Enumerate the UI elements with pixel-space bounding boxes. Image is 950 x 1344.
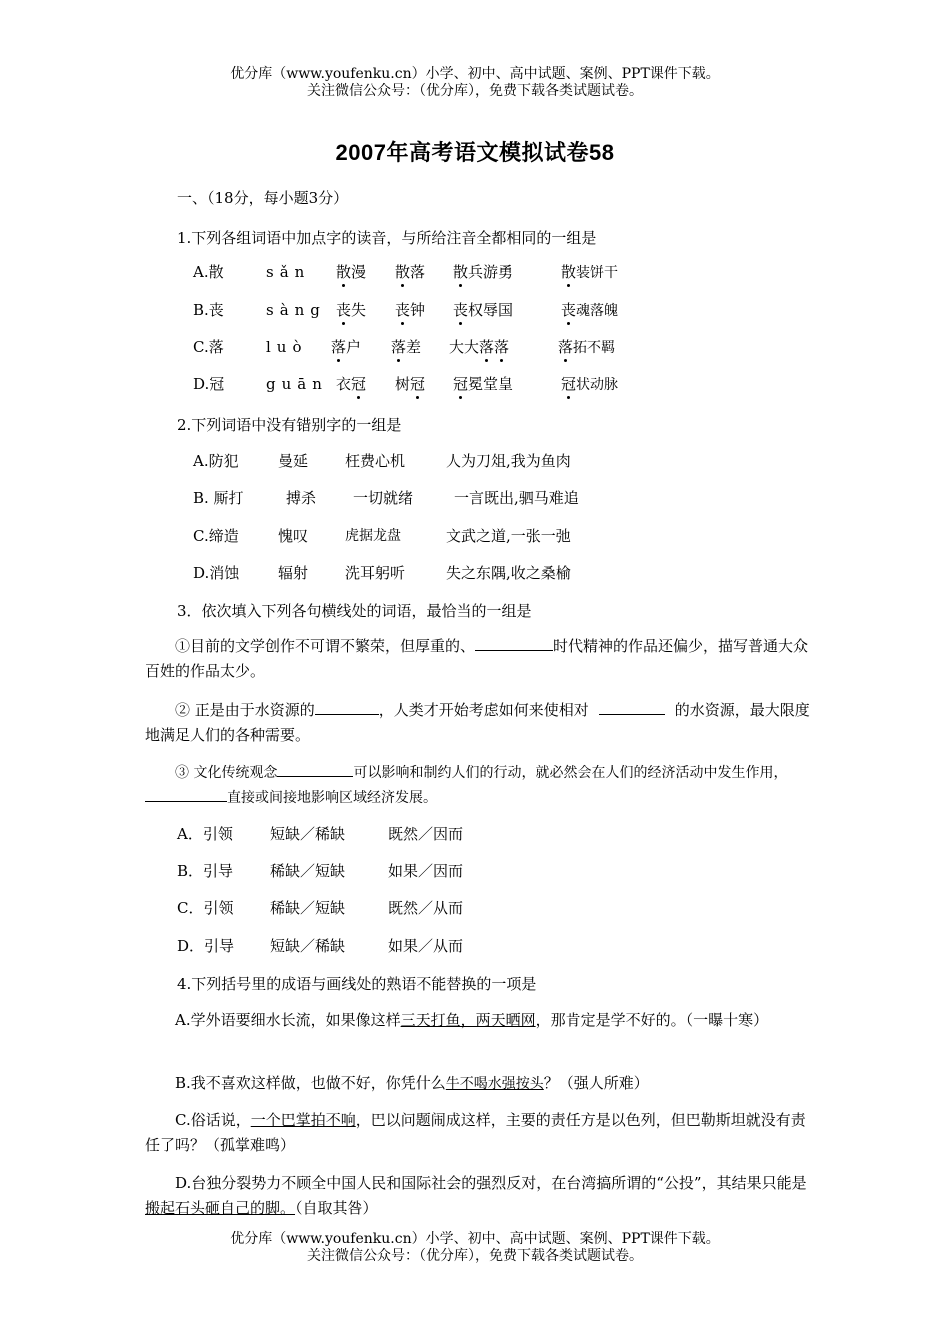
footer-line-2: 关注微信公众号：（优分库），免费下载各类试题试卷。 xyxy=(307,1248,643,1264)
q4-option-d: D.台独分裂势力不顾全中国人民和国际社会的强烈反对，在台湾搞所谓的“公投”，其结果只能是搬起石头砸自己的脚。（自取其咎） xyxy=(145,1174,807,1217)
word-part: 衣 xyxy=(336,375,352,393)
blank xyxy=(145,787,227,802)
option-word: 洗耳躬听 xyxy=(345,564,406,582)
option-word: 一言既出,驷马难追 xyxy=(454,489,579,507)
word-part: 权辱国 xyxy=(468,301,514,319)
question-1-stem: 1.下列各组词语中加点字的读音，与所给注音全都相同的一组是 xyxy=(177,229,597,247)
word-part: 户 xyxy=(346,338,362,356)
q4-option-a: A.学外语要细水长流，如果像这样三天打鱼，两天晒网，那肯定是学不好的。（一曝十寒） xyxy=(175,1011,769,1029)
dotted-char: 散 xyxy=(395,263,411,281)
dotted-char: 丧 xyxy=(561,301,577,319)
dotted-char: 落 xyxy=(494,338,510,356)
question-3-stem: 3．依次填入下列各句横线处的词语，最恰当的一组是 xyxy=(177,602,532,620)
option-word: 稀缺／短缺 xyxy=(270,899,346,917)
pinyin: sǎn xyxy=(266,263,311,281)
dotted-char: 落 xyxy=(391,338,407,356)
dotted-char: 散 xyxy=(336,263,352,281)
dotted-char: 丧 xyxy=(453,301,469,319)
dotted-char: 丧 xyxy=(336,301,352,319)
option-label: D．引导 xyxy=(177,937,235,955)
q3-option-c xyxy=(177,898,497,920)
option-word: 枉费心机 xyxy=(345,452,406,470)
word-part: 大大 xyxy=(449,338,480,356)
option-label: B.丧 xyxy=(193,301,224,319)
option-label: C.缔造 xyxy=(193,527,239,545)
dotted-char: 冠 xyxy=(410,375,426,393)
option-c xyxy=(193,337,653,359)
blank xyxy=(599,700,665,715)
option-word: 搏杀 xyxy=(286,489,317,507)
q2-option-d xyxy=(193,563,613,585)
blank xyxy=(277,762,353,777)
pinyin: luò xyxy=(266,338,308,356)
option-word: 如果／因而 xyxy=(388,862,464,880)
option-label: B．引导 xyxy=(177,862,234,880)
dotted-char: 落 xyxy=(558,338,574,356)
option-word: 如果／从而 xyxy=(388,937,464,955)
q4-option-b: B.我不喜欢这样做，也做不好，你凭什么牛不喝水强按头？（强人所难） xyxy=(175,1074,649,1092)
option-label: D.冠 xyxy=(193,375,225,393)
option-label: C．引领 xyxy=(177,899,234,917)
word-part: 钟 xyxy=(410,301,426,319)
word-part: 兵游勇 xyxy=(468,263,514,281)
dotted-char: 冠 xyxy=(453,375,469,393)
option-d xyxy=(193,374,653,396)
word-part: 漫 xyxy=(351,263,367,281)
dotted-char: 落 xyxy=(479,338,495,356)
pinyin: sàng xyxy=(266,301,326,319)
q4-option-c: C.俗话说，一个巴掌拍不响，巴以问题闹成这样，主要的责任方是以色列，但巴勒斯坦就没有责任了吗？（孤掌难鸣） xyxy=(145,1111,806,1154)
option-word: 短缺／稀缺 xyxy=(270,937,346,955)
option-word: 既然／从而 xyxy=(388,899,464,917)
underlined-phrase: 牛不喝水强按头 xyxy=(445,1076,544,1092)
option-label: A.防犯 xyxy=(193,452,239,470)
q3-option-a xyxy=(177,824,497,846)
header-line-1: 优分库（www.youfenku.cn）小学、初中、高中试题、案例、PPT课件下载。 xyxy=(230,66,720,82)
underlined-phrase: 三天打鱼，两天晒网 xyxy=(400,1011,536,1029)
q2-option-a xyxy=(193,451,613,473)
option-word: 既然／因而 xyxy=(388,825,464,843)
underlined-phrase: 搬起石头砸自己的脚。 xyxy=(145,1199,296,1217)
word-part: 落 xyxy=(410,263,426,281)
option-label: D.消蚀 xyxy=(193,564,240,582)
dotted-char: 冠 xyxy=(351,375,367,393)
blank xyxy=(315,700,379,715)
word-part: 魂落魄 xyxy=(576,303,619,319)
word-part: 状动脉 xyxy=(576,377,619,393)
q3-option-d xyxy=(177,936,497,958)
option-label: C.落 xyxy=(193,338,224,356)
header-line-2: 关注微信公众号：（优分库），免费下载各类试题试卷。 xyxy=(307,83,643,99)
question-4-stem: 4.下列括号里的成语与画线处的熟语不能替换的一项是 xyxy=(177,975,537,993)
option-word: 短缺／稀缺 xyxy=(270,825,346,843)
option-word: 辐射 xyxy=(278,564,309,582)
option-word: 人为刀俎,我为鱼肉 xyxy=(446,452,571,470)
option-label: B. 厮打 xyxy=(193,489,244,507)
option-word: 一切就绪 xyxy=(353,489,414,507)
question-2-stem: 2.下列词语中没有错别字的一组是 xyxy=(177,416,402,434)
option-word: 文武之道,一张一弛 xyxy=(446,527,571,545)
option-label: A．引领 xyxy=(177,825,233,843)
pinyin: guān xyxy=(266,375,328,393)
word-part: 装饼干 xyxy=(576,265,619,281)
dotted-char: 丧 xyxy=(395,301,411,319)
q3-sentence-2: ② 正是由于水资源的 ，人类才开始考虑如何来使相对 的水资源，最大限度地满足人们的各种需要。 xyxy=(145,701,810,744)
q3-sentence-1: ①目前的文学创作不可谓不繁荣，但厚重的、 时代精神的作品还偏少，描写普通大众百姓的作品太少。 xyxy=(145,637,809,680)
blank xyxy=(475,636,553,651)
option-word: 稀缺／短缺 xyxy=(270,862,346,880)
option-word: 虎据龙盘 xyxy=(345,528,401,544)
dotted-char: 冠 xyxy=(561,375,577,393)
page-title: 2007年高考语文模拟试卷58 xyxy=(335,140,615,165)
option-b xyxy=(193,300,653,322)
q2-option-c xyxy=(193,526,613,548)
dotted-char: 散 xyxy=(561,263,577,281)
word-part: 失 xyxy=(351,301,367,319)
option-a xyxy=(193,262,653,284)
dotted-char: 散 xyxy=(453,263,469,281)
dotted-char: 落 xyxy=(331,338,347,356)
word-part: 冕堂皇 xyxy=(468,375,514,393)
q2-option-b xyxy=(193,488,613,510)
underlined-phrase: 一个巴掌拍不响 xyxy=(250,1111,356,1129)
footer-line-1: 优分库（www.youfenku.cn）小学、初中、高中试题、案例、PPT课件下载。 xyxy=(230,1231,720,1247)
option-word: 失之东隅,收之桑榆 xyxy=(446,564,571,582)
section-heading: 一、（18分，每小题3分） xyxy=(177,189,349,207)
q3-sentence-3: ③ 文化传统观念 可以影响和制约人们的行动，就必然会在人们的经济活动中发生作用，直接或间接地影响区域经济发展。 xyxy=(145,761,810,811)
word-part: 拓不羁 xyxy=(573,340,616,356)
word-part: 差 xyxy=(406,338,422,356)
option-label: A.散 xyxy=(193,263,224,281)
option-word: 曼延 xyxy=(278,452,309,470)
option-word: 愧叹 xyxy=(278,527,309,545)
q3-option-b xyxy=(177,861,497,883)
word-part: 树 xyxy=(395,375,411,393)
